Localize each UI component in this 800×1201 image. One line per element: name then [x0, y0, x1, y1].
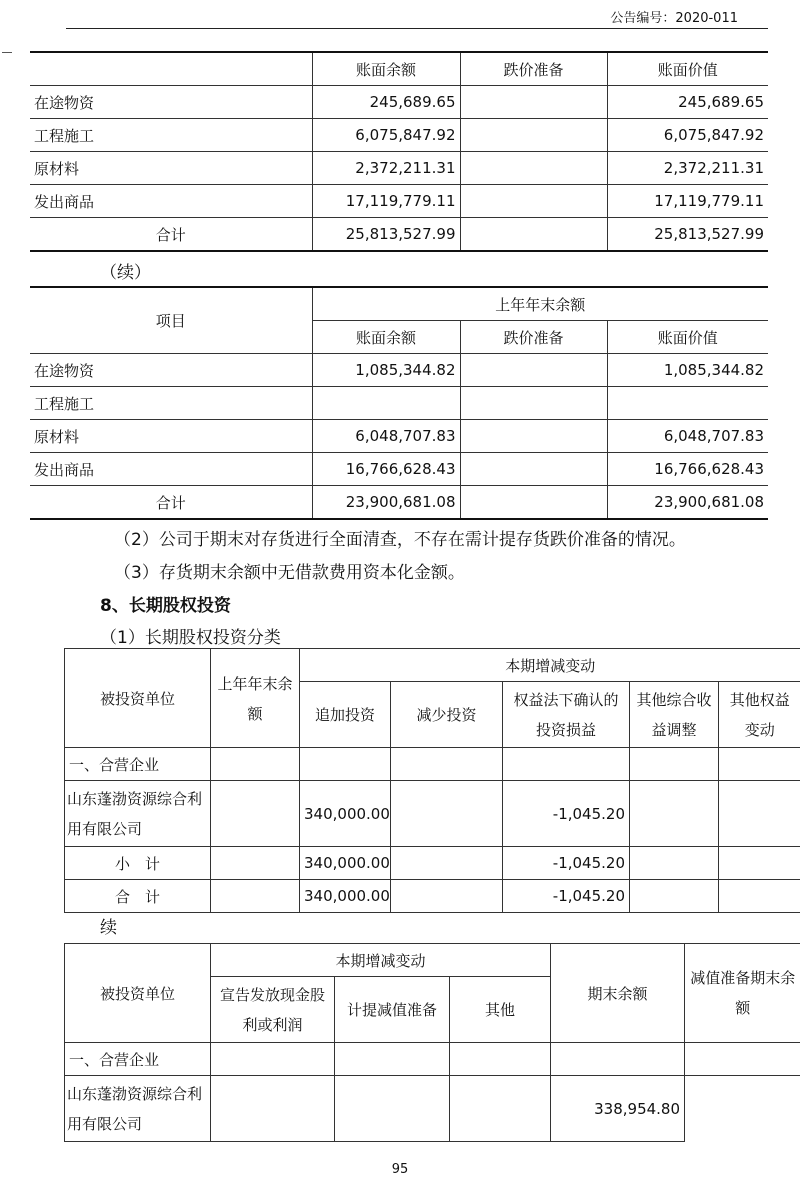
table-row [65, 748, 800, 781]
subtotal-label: 小 计 [65, 847, 211, 880]
total-row [65, 880, 800, 913]
header-prior-balance: 上年年末余额 [211, 649, 300, 748]
empty-cell [211, 1043, 335, 1076]
subtotal-additional-investment: 340,000.00 [300, 847, 391, 880]
total-label: 合计 [30, 486, 312, 520]
continued-label: （续） [100, 263, 151, 283]
margin-mark [2, 52, 12, 53]
company-end-balance: 338,954.80 [551, 1076, 685, 1142]
row-book-value: 245,689.65 [607, 86, 768, 119]
empty-cell [211, 781, 300, 847]
header-other: 其他 [450, 977, 551, 1043]
empty-cell [391, 880, 503, 913]
empty-cell [211, 847, 300, 880]
empty-cell [630, 847, 719, 880]
company-name: 山东蓬渤资源综合利用有限公司 [65, 781, 211, 847]
row-book-value: 2,372,211.31 [607, 152, 768, 185]
header-balance: 账面余额 [312, 52, 460, 86]
inventory-current-table [30, 51, 768, 252]
row-balance: 245,689.65 [312, 86, 460, 119]
equity-investment-table [64, 648, 800, 913]
row-balance: 6,075,847.92 [312, 119, 460, 152]
header-item: 项目 [30, 287, 312, 354]
row-provision [460, 119, 607, 152]
row-book-value: 6,048,707.83 [607, 420, 768, 453]
row-book-value [607, 387, 768, 420]
header-item-cell [30, 52, 312, 86]
row-balance: 1,085,344.82 [312, 354, 460, 387]
subsection-heading: （1）长期股权投资分类 [100, 628, 281, 648]
empty-cell [211, 880, 300, 913]
header-rule [66, 28, 768, 29]
row-book-value: 17,119,779.11 [607, 185, 768, 218]
page-number: 95 [391, 1162, 409, 1177]
row-item: 原材料 [30, 152, 312, 185]
row-item: 工程施工 [30, 387, 312, 420]
row-item: 在途物资 [30, 86, 312, 119]
header-period-change: 本期增减变动 [211, 944, 551, 977]
header-provision: 跌价准备 [460, 321, 607, 354]
row-balance: 2,372,211.31 [312, 152, 460, 185]
header-period-change: 本期增减变动 [300, 649, 800, 682]
header-end-balance: 期末余额 [551, 944, 685, 1043]
subtotal-equity-income: -1,045.20 [503, 847, 630, 880]
row-book-value: 1,085,344.82 [607, 354, 768, 387]
header-additional-investment: 追加投资 [300, 682, 391, 748]
empty-cell [391, 781, 503, 847]
section-row-label: 一、合营企业 [65, 1043, 211, 1076]
empty-cell [685, 1076, 800, 1142]
empty-cell [450, 1043, 551, 1076]
total-label: 合 计 [65, 880, 211, 913]
empty-cell [685, 1043, 800, 1076]
total-provision [460, 486, 607, 520]
company-name: 山东蓬渤资源综合利用有限公司 [65, 1076, 211, 1142]
table-row [30, 86, 768, 119]
row-provision [460, 453, 607, 486]
total-balance: 25,813,527.99 [312, 218, 460, 252]
row-item: 发出商品 [30, 453, 312, 486]
row-balance: 16,766,628.43 [312, 453, 460, 486]
empty-cell [391, 748, 503, 781]
row-item: 在途物资 [30, 354, 312, 387]
table-row [30, 119, 768, 152]
row-item: 原材料 [30, 420, 312, 453]
total-provision [460, 218, 607, 252]
section-row-label: 一、合营企业 [65, 748, 211, 781]
row-provision [460, 387, 607, 420]
table-header-row [30, 287, 768, 321]
total-book-value: 25,813,527.99 [607, 218, 768, 252]
empty-cell [630, 880, 719, 913]
row-item: 工程施工 [30, 119, 312, 152]
empty-cell [719, 748, 800, 781]
table-row [30, 387, 768, 420]
header-provision: 跌价准备 [460, 52, 607, 86]
table-row [65, 781, 800, 847]
subtotal-row [65, 847, 800, 880]
table-row [30, 185, 768, 218]
header-investee: 被投资单位 [65, 944, 211, 1043]
header-reduced-investment: 减少投资 [391, 682, 503, 748]
continued-label: 续 [100, 918, 117, 938]
row-balance [312, 387, 460, 420]
empty-cell [335, 1076, 450, 1142]
row-book-value: 6,075,847.92 [607, 119, 768, 152]
total-additional-investment: 340,000.00 [300, 880, 391, 913]
table-row [65, 1043, 800, 1076]
total-balance: 23,900,681.08 [312, 486, 460, 520]
header-prior-year-balance: 上年年末余额 [312, 287, 768, 321]
header-impairment-end-balance: 减值准备期末余额 [685, 944, 800, 1043]
total-equity-income: -1,045.20 [503, 880, 630, 913]
total-row [30, 218, 768, 252]
header-investee: 被投资单位 [65, 649, 211, 748]
header-equity-method-income: 权益法下确认的投资损益 [503, 682, 630, 748]
header-oci-adjustment: 其他综合收益调整 [630, 682, 719, 748]
row-book-value: 16,766,628.43 [607, 453, 768, 486]
table-row [30, 354, 768, 387]
empty-cell [719, 781, 800, 847]
table-header-row [65, 944, 800, 977]
table-header-row [65, 649, 800, 682]
header-cash-dividend: 宣告发放现金股利或利润 [211, 977, 335, 1043]
header-other-equity-change: 其他权益变动 [719, 682, 800, 748]
empty-cell [211, 748, 300, 781]
empty-cell [211, 1076, 335, 1142]
empty-cell [503, 748, 630, 781]
company-additional-investment: 340,000.00 [300, 781, 391, 847]
empty-cell [300, 748, 391, 781]
equity-investment-continued-table [64, 943, 800, 1142]
inventory-prior-table [30, 286, 768, 520]
table-row [30, 420, 768, 453]
company-equity-income: -1,045.20 [503, 781, 630, 847]
header-book-value: 账面价值 [607, 52, 768, 86]
empty-cell [391, 847, 503, 880]
row-item: 发出商品 [30, 185, 312, 218]
announcement-number: 公告编号：2020-011 [610, 11, 738, 26]
row-provision [460, 420, 607, 453]
empty-cell [630, 748, 719, 781]
total-row [30, 486, 768, 520]
empty-cell [719, 880, 800, 913]
header-impairment-provision: 计提减值准备 [335, 977, 450, 1043]
empty-cell [551, 1043, 685, 1076]
table-row [30, 152, 768, 185]
empty-cell [450, 1076, 551, 1142]
empty-cell [630, 781, 719, 847]
empty-cell [719, 847, 800, 880]
empty-cell [335, 1043, 450, 1076]
total-book-value: 23,900,681.08 [607, 486, 768, 520]
header-balance: 账面余额 [312, 321, 460, 354]
row-provision [460, 152, 607, 185]
row-provision [460, 354, 607, 387]
note-3: （3）存货期末余额中无借款费用资本化金额。 [114, 563, 465, 583]
section-heading: 8、长期股权投资 [100, 596, 231, 616]
row-provision [460, 185, 607, 218]
table-header-row [30, 52, 768, 86]
note-2: （2）公司于期末对存货进行全面清查，不存在需计提存货跌价准备的情况。 [114, 530, 686, 550]
table-row [65, 1076, 800, 1142]
total-label: 合计 [30, 218, 312, 252]
row-balance: 6,048,707.83 [312, 420, 460, 453]
table-row [30, 453, 768, 486]
row-balance: 17,119,779.11 [312, 185, 460, 218]
header-book-value: 账面价值 [607, 321, 768, 354]
row-provision [460, 86, 607, 119]
